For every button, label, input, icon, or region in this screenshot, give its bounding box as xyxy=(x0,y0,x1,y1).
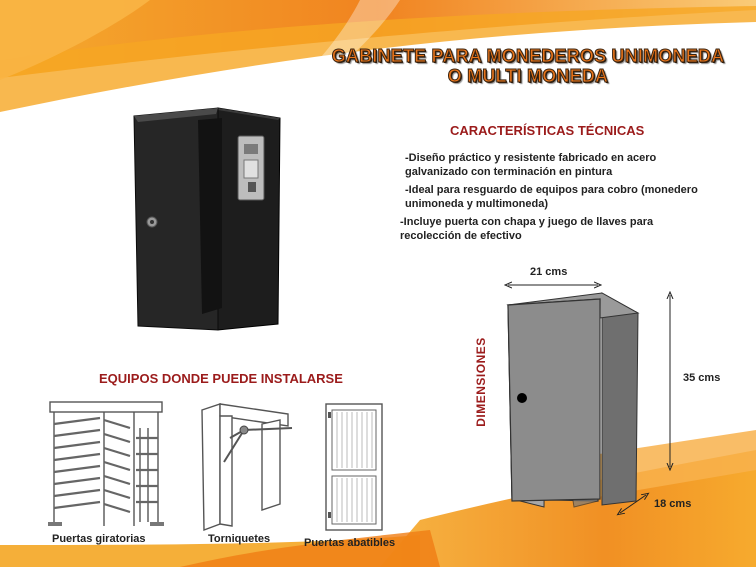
cabinet-photo xyxy=(118,100,286,336)
page-title xyxy=(318,46,738,86)
rotating-door-image xyxy=(40,398,170,532)
dimensions-heading: DIMENSIONES xyxy=(473,337,488,427)
features-list xyxy=(400,151,700,247)
tech-heading: CARACTERÍSTICAS TÉCNICAS xyxy=(450,123,645,138)
feature-item: -Diseño práctico y resistente fabricado en acero galvanizado con terminación en pintura xyxy=(405,152,657,178)
feature-item: -Incluye puerta con chapa y juego de llaves para recolección de efectivo xyxy=(400,216,654,242)
turnstile-label: Torniquetes xyxy=(208,533,271,545)
swing-door-label: Puertas abatibles xyxy=(304,537,396,549)
cabinet-dimension-drawing xyxy=(450,255,756,535)
install-heading: EQUIPOS DONDE PUEDE INSTALARSE xyxy=(99,371,343,386)
rotating-door-label: Puertas giratorias xyxy=(52,533,146,545)
title-line-1: GABINETE PARA MONEDEROS UNIMONEDA xyxy=(331,46,725,66)
width-label: 21 cms xyxy=(530,266,568,278)
dimensions-diagram xyxy=(450,255,756,535)
feature-item: -Ideal para resguardo de equipos para cobro (monedero unimoneda y multimoneda) xyxy=(405,184,698,210)
depth-label: 18 cms xyxy=(654,498,692,510)
swing-door-image xyxy=(322,402,386,534)
height-label: 35 cms xyxy=(683,372,721,384)
title-line-2: O MULTI MONEDA xyxy=(447,66,609,86)
turnstile-image xyxy=(196,400,298,532)
